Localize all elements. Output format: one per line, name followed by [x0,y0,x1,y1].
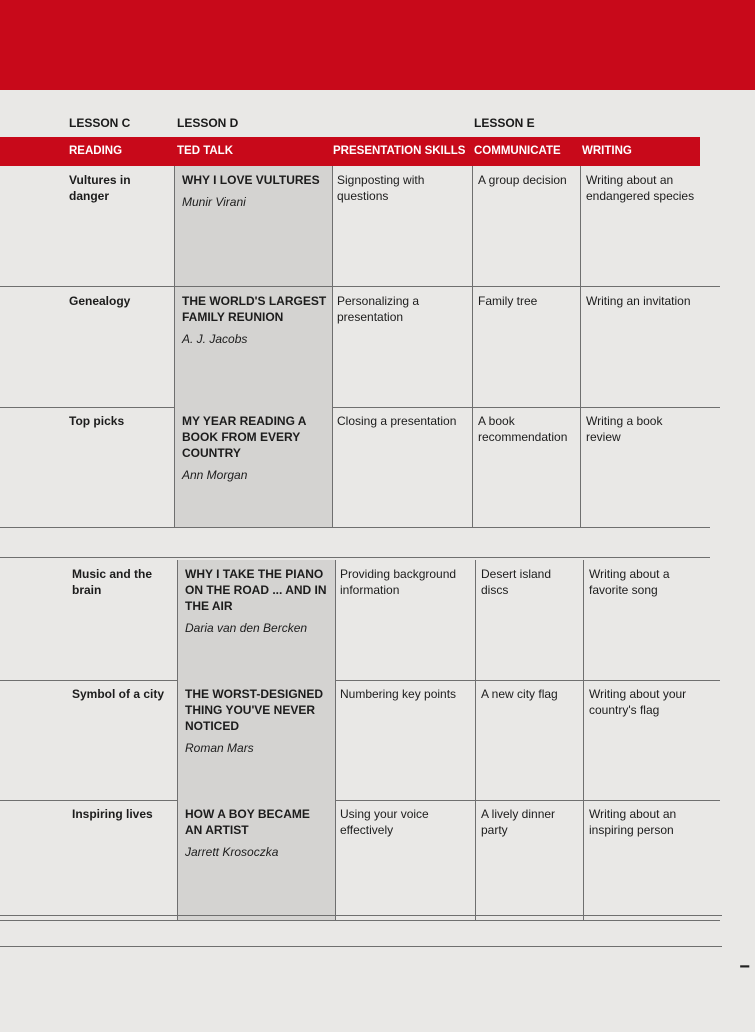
column-divider [174,287,175,407]
ted-talk-cell [185,566,330,636]
column-divider [332,407,333,527]
column-divider [177,680,178,800]
communicate-activity: A new city flag [481,687,558,701]
column-divider [177,800,178,920]
ted-speaker: A. J. Jacobs [182,332,248,346]
reading-topic: Top picks [69,414,125,428]
presentation-skill: Providing background information [340,567,457,597]
header-ted-talk: TED TALK [177,145,234,157]
ted-speaker: Daria van den Bercken [185,621,308,635]
column-divider [475,800,476,920]
column-divider [472,407,473,527]
column-divider [332,287,333,407]
section-divider [0,915,722,916]
column-divider [583,800,584,920]
reading-topic: Music and the brain [72,567,153,597]
column-divider [177,560,178,680]
ted-speaker: Jarrett Krosoczka [185,845,279,859]
communicate-activity: Desert island discs [481,567,552,597]
ted-talk-cell [185,806,330,860]
ted-talk-title: WHY I LOVE VULTURES [182,173,320,187]
presentation-skill: Personalizing a presentation [337,294,420,324]
ted-talk-title: MY YEAR READING A BOOK FROM EVERY COUNTRY [182,414,307,460]
column-divider [332,166,333,286]
header-reading: READING [69,145,123,157]
column-divider [335,800,336,920]
column-divider [472,287,473,407]
writing-task: Writing an invitation [586,294,691,308]
writing-task: Writing about an inspiring person [589,807,677,837]
page-edge-mark: ▔ [740,967,749,979]
communicate-activity: A group decision [478,173,567,187]
presentation-skill: Numbering key points [340,687,457,701]
page [0,90,755,1032]
communicate-activity: A lively dinner party [481,807,556,837]
ted-speaker: Munir Virani [182,195,246,209]
reading-topic: Inspiring lives [72,807,153,821]
ted-talk-cell [182,172,327,210]
section-divider [0,946,722,947]
column-divider [580,407,581,527]
ted-talk-title: THE WORLD'S LARGEST FAMILY REUNION [182,294,327,324]
row-divider [0,286,720,287]
lesson-c-label: LESSON C [69,116,131,130]
presentation-skill: Closing a presentation [337,414,457,428]
column-divider [580,287,581,407]
ted-talk-title: THE WORST-DESIGNED THING YOU'VE NEVER NOTICED [185,687,324,733]
ted-talk-title: WHY I TAKE THE PIANO ON THE ROAD ... AND IN THE AIR [185,567,327,613]
column-divider [580,166,581,286]
ted-talk-title: HOW A BOY BECAME AN ARTIST [185,807,310,837]
column-divider [335,560,336,680]
row-divider [0,800,720,801]
column-divider [475,560,476,680]
ted-speaker: Roman Mars [185,741,254,755]
writing-task: Writing about an endangered species [586,173,695,203]
section-divider [0,557,710,558]
presentation-skill: Using your voice effectively [340,807,429,837]
lesson-d-label: LESSON D [177,116,239,130]
header-presentation-skills: PRESENTATION SKILLS [333,145,466,157]
writing-task: Writing a book review [586,414,663,444]
reading-topic: Vultures in danger [69,173,131,203]
reading-topic: Genealogy [69,294,131,308]
lesson-e-label: LESSON E [474,116,535,130]
writing-task: Writing about your country's flag [589,687,687,717]
column-divider [475,680,476,800]
ted-talk-cell [182,413,327,483]
column-divider [472,166,473,286]
communicate-activity: Family tree [478,294,538,308]
ted-talk-cell [182,293,327,347]
column-divider [335,680,336,800]
row-divider [0,680,720,681]
ted-speaker: Ann Morgan [182,468,248,482]
column-divider [583,560,584,680]
presentation-skill: Signposting with questions [337,173,425,203]
row-divider [0,407,720,408]
row-divider [0,527,710,528]
reading-topic: Symbol of a city [72,687,165,701]
header-writing: WRITING [582,145,632,157]
communicate-activity: A book recommendation [478,414,568,444]
ted-talk-cell [185,686,330,756]
column-divider [174,166,175,286]
writing-task: Writing about a favorite song [589,567,670,597]
column-divider [174,407,175,527]
column-divider [583,680,584,800]
row-divider [0,920,720,921]
header-communicate: COMMUNICATE [474,145,561,157]
